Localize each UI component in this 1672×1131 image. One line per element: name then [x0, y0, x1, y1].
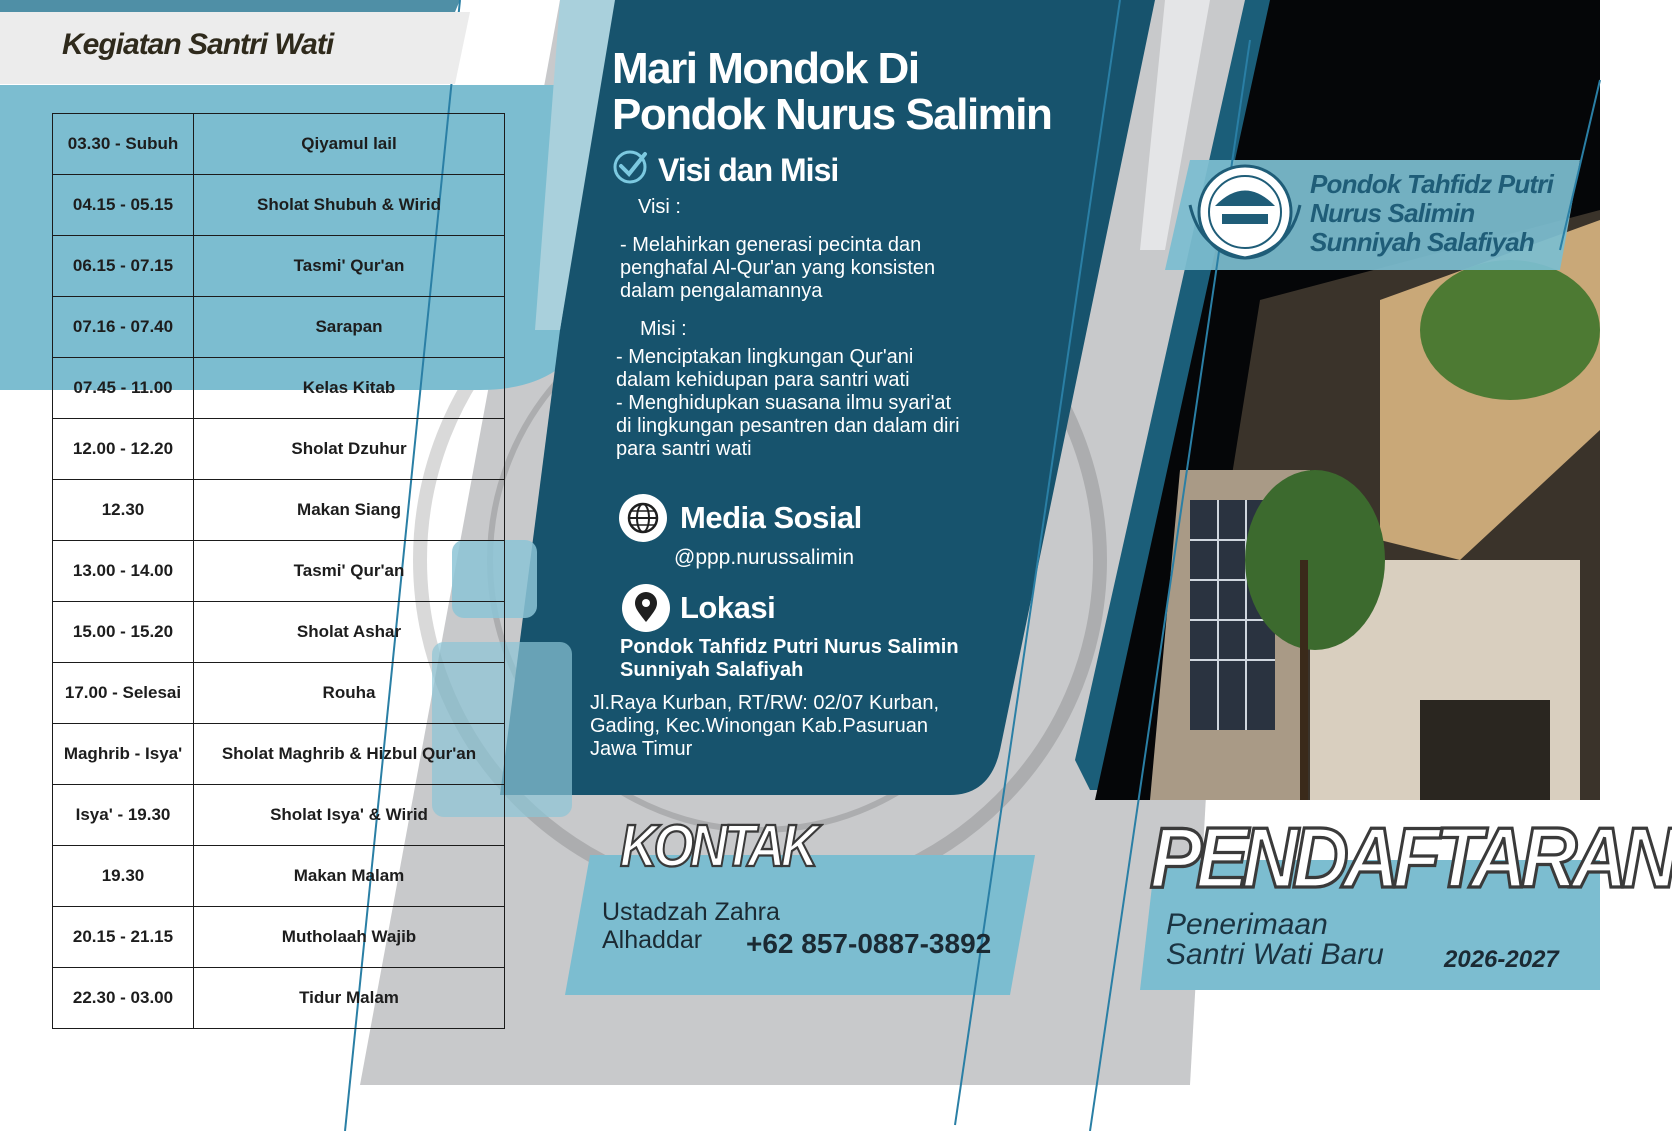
time-cell: 13.00 - 14.00: [53, 541, 194, 602]
time-cell: 12.00 - 12.20: [53, 419, 194, 480]
visi-misi-header: [612, 148, 839, 191]
kontak-title: KONTAK: [620, 813, 815, 880]
time-cell: 15.00 - 15.20: [53, 602, 194, 663]
pendaftaran-title: PENDAFTARAN: [1150, 809, 1672, 906]
activity-cell: Rouha: [194, 663, 505, 724]
table-row: [53, 297, 505, 358]
lokasi-name: Pondok Tahfidz Putri Nurus Salimin Sunniyah Salafiyah: [620, 636, 959, 681]
table-row: [53, 236, 505, 297]
activity-cell: Sholat Isya' & Wirid: [194, 785, 505, 846]
time-cell: Maghrib - Isya': [53, 724, 194, 785]
table-row: [53, 724, 505, 785]
activity-cell: Tidur Malam: [194, 968, 505, 1029]
activity-cell: Qiyamul lail: [194, 114, 505, 175]
visi-text: - Melahirkan generasi pecinta dan penghafal Al-Qur'an yang konsisten dalam pengalamannya: [620, 234, 936, 302]
media-handle[interactable]: @ppp.nurussalimin: [674, 546, 855, 569]
table-row: [53, 785, 505, 846]
time-cell: 07.16 - 07.40: [53, 297, 194, 358]
activity-cell: Tasmi' Qur'an: [194, 236, 505, 297]
schedule-title: Kegiatan Santri Wati: [62, 28, 334, 61]
headline: [612, 46, 1051, 138]
activity-cell: Kelas Kitab: [194, 358, 505, 419]
time-cell: 04.15 - 05.15: [53, 175, 194, 236]
time-cell: Isya' - 19.30: [53, 785, 194, 846]
activity-cell: Tasmi' Qur'an: [194, 541, 505, 602]
headline-line1: Mari Mondok Di: [612, 44, 919, 93]
activity-cell: Makan Malam: [194, 846, 505, 907]
visi-label: Visi :: [638, 196, 681, 218]
check-circle-icon: [612, 148, 650, 186]
table-row: [53, 114, 505, 175]
table-row: [53, 663, 505, 724]
table-row: [53, 907, 505, 968]
schedule-title-box: [0, 12, 470, 84]
time-cell: 17.00 - Selesai: [53, 663, 194, 724]
table-row: [53, 968, 505, 1029]
time-cell: 07.45 - 11.00: [53, 358, 194, 419]
contact-name: Ustadzah Zahra Alhaddar: [602, 898, 780, 954]
top-strip: [0, 0, 460, 12]
table-row: [53, 358, 505, 419]
time-cell: 19.30: [53, 846, 194, 907]
activity-cell: Sholat Ashar: [194, 602, 505, 663]
activity-cell: Sarapan: [194, 297, 505, 358]
time-cell: 06.15 - 07.15: [53, 236, 194, 297]
headline-line2: Pondok Nurus Salimin: [612, 90, 1052, 139]
table-row: [53, 480, 505, 541]
table-row: [53, 419, 505, 480]
activity-cell: Sholat Maghrib & Hizbul Qur'an: [194, 724, 505, 785]
lokasi-address: Jl.Raya Kurban, RT/RW: 02/07 Kurban, Gading, Kec.Winongan Kab.Pasuruan Jawa Timur: [590, 692, 940, 760]
time-cell: 03.30 - Subuh: [53, 114, 194, 175]
activity-cell: Sholat Shubuh & Wirid: [194, 175, 505, 236]
lokasi-title: Lokasi: [680, 590, 776, 625]
logo-text: Pondok Tahfidz Putri Nurus Salimin Sunniyah Salafiyah: [1310, 169, 1554, 257]
table-row: [53, 541, 505, 602]
time-cell: 12.30: [53, 480, 194, 541]
penerimaan-text: Penerimaan Santri Wati Baru: [1166, 908, 1384, 971]
media-sosial-title: Media Sosial: [680, 500, 862, 535]
contact-phone[interactable]: +62 857-0887-3892: [746, 928, 992, 959]
misi-label: Misi :: [640, 318, 687, 340]
time-cell: 20.15 - 21.15: [53, 907, 194, 968]
table-row: [53, 846, 505, 907]
table-row: [53, 175, 505, 236]
activity-cell: Mutholaah Wajib: [194, 907, 505, 968]
misi-text: - Menciptakan lingkungan Qur'ani dalam kehidupan para santri wati - Menghidupkan suasana ilmu syari'at di lingkungan pesantren dan dalam diri para santri wati: [616, 346, 960, 460]
table-row: [53, 602, 505, 663]
activity-cell: Makan Siang: [194, 480, 505, 541]
globe-icon: [619, 494, 667, 542]
time-cell: 22.30 - 03.00: [53, 968, 194, 1029]
activity-cell: Sholat Dzuhur: [194, 419, 505, 480]
year-label: 2026-2027: [1444, 946, 1559, 973]
visi-misi-title: Visi dan Misi: [658, 152, 839, 188]
schedule-table: [52, 113, 505, 1029]
map-pin-icon: [622, 584, 670, 632]
